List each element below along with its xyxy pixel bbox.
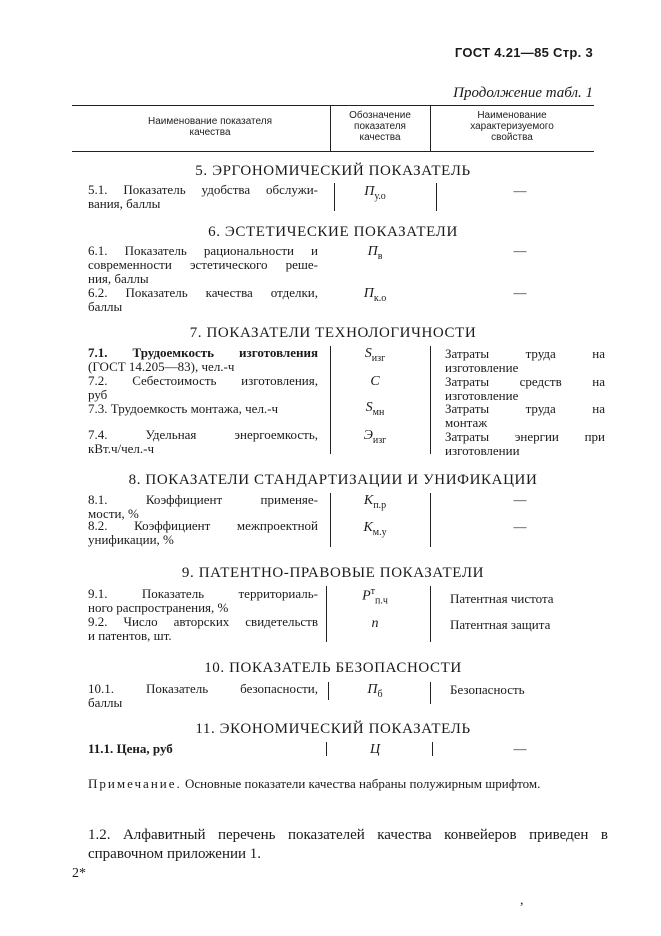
section-8-title: 8. ПОКАЗАТЕЛИ СТАНДАРТИЗАЦИИ И УНИФИКАЦИИ (128, 472, 538, 488)
row-9-1-symbol: $P^т_{п.ч}$ (362, 586, 388, 607)
table-note (88, 776, 608, 792)
row-8-1-name: 8.1. Коэффициент применяе- мости, % (88, 492, 318, 521)
row-7-3-symbol: $S_{мн}$ (365, 400, 385, 418)
paragraph-1-2: 1.2. Алфавитный перечень показателей качества конвейеров приведен в справочном приложении 1. (88, 827, 608, 862)
row-6-1-property: — (513, 243, 527, 258)
row-6-2-property: — (513, 285, 527, 300)
note-label: Примечание. (88, 776, 182, 791)
row-10-1-symbol: $П_б$ (367, 682, 383, 700)
section-5-title: 5. ЭРГОНОМИЧЕСКИЙ ПОКАЗАТЕЛЬ (195, 163, 471, 179)
row-8-2-name: 8.2. Коэффициент межпроектной унификации, % (88, 518, 318, 547)
row-8-1-symbol: $К_{п.р}$ (363, 493, 387, 511)
col-header-symbol: Обозначение показателя качества (349, 110, 411, 143)
row-7-2-symbol: C (370, 374, 380, 389)
row-7-3-name: 7.3. Трудоемкость монтажа, чел.-ч (88, 401, 279, 416)
row-6-2-symbol: $П_{к.о}$ (363, 286, 387, 304)
row-11-1-property: — (513, 741, 527, 756)
col-header-property: Наименование характеризуемого свойства (470, 110, 554, 143)
row-7-2-name: 7.2. Себестоимость изготовления, руб (88, 373, 318, 402)
row-7-4-name: 7.4. Удельная энергоемкость, кВт.ч/чел.-ч (88, 427, 318, 456)
row-10-1-name: 10.1. Показатель безопасности, баллы (88, 681, 318, 710)
row-9-2-property: Патентная защита (450, 617, 551, 632)
section-10-title: 10. ПОКАЗАТЕЛЬ БЕЗОПАСНОСТИ (204, 660, 462, 676)
stray-mark: , (520, 893, 524, 908)
row-6-2-name: 6.2. Показатель качества отделки, баллы (88, 285, 318, 314)
section-7-divider-right (430, 346, 431, 454)
row-7-1-property: Затраты труда на изготовление (445, 346, 605, 375)
row-9-1-name: 9.1. Показатель территориаль- ного распространения, % (88, 586, 318, 615)
row-8-2-property: — (513, 519, 527, 534)
row-9-2-name: 9.2. Число авторских свидетельств и патентов, шт. (88, 614, 318, 643)
row-7-1-name: 7.1. Трудоемкость изготовления (ГОСТ 14.205—83), чел.-ч (88, 345, 318, 374)
row-7-4-symbol: $Э_{изг}$ (363, 428, 387, 446)
row-8-2-symbol: $К_{м.у}$ (363, 520, 387, 538)
table-continuation-label: Продолжение табл. 1 (453, 85, 593, 101)
section-11-title: 11. ЭКОНОМИЧЕСКИЙ ПОКАЗАТЕЛЬ (195, 721, 471, 737)
row-5-1-name: 5.1. Показатель удобства обслужи- вания, баллы (88, 182, 318, 211)
section-9-divider-right (430, 586, 431, 642)
row-10-bar-right (430, 682, 431, 704)
row-7-2-property: Затраты средств на изготовление (445, 374, 605, 403)
row-6-1-symbol: $П_в$ (367, 244, 383, 262)
row-9-1-property: Патентная чистота (450, 591, 554, 606)
note-text: Основные показатели качества набраны полужирным шрифтом. (181, 776, 541, 791)
row-5-1-symbol: $П_{у.о}$ (364, 184, 386, 202)
section-9-title: 9. ПАТЕНТНО-ПРАВОВЫЕ ПОКАЗАТЕЛИ (181, 565, 485, 581)
row-bar-right (436, 183, 437, 211)
table-top-rule (72, 105, 594, 106)
table-header-rule (72, 151, 594, 152)
section-6-title: 6. ЭСТЕТИЧЕСКИЕ ПОКАЗАТЕЛИ (208, 224, 458, 240)
row-11-1-name: 11.1. Цена, руб (88, 741, 173, 756)
row-7-3-property: Затраты труда на монтаж (445, 401, 605, 430)
row-6-1-name: 6.1. Показатель рациональности и современности эстетического реше- ния, баллы (88, 243, 318, 286)
page-mark: 2* (72, 866, 86, 881)
document-code: ГОСТ 4.21—85 Стр. 3 (454, 45, 593, 60)
col-header-name: Наименование показателя качества (148, 116, 272, 138)
row-8-1-property: — (513, 492, 527, 507)
row-7-1-symbol: $S_{изг}$ (364, 346, 386, 364)
row-5-1-property: — (513, 183, 527, 198)
row-11-1-symbol: Ц (369, 742, 381, 757)
row-11-bar-right (432, 742, 433, 756)
row-9-2-symbol: n (371, 616, 379, 631)
section-7-title: 7. ПОКАЗАТЕЛИ ТЕХНОЛОГИЧНОСТИ (189, 325, 477, 341)
row-7-4-property: Затраты энергии при изготовлении (445, 429, 605, 458)
row-10-1-property: Безопасность (450, 682, 525, 697)
section-8-divider-right (430, 493, 431, 547)
